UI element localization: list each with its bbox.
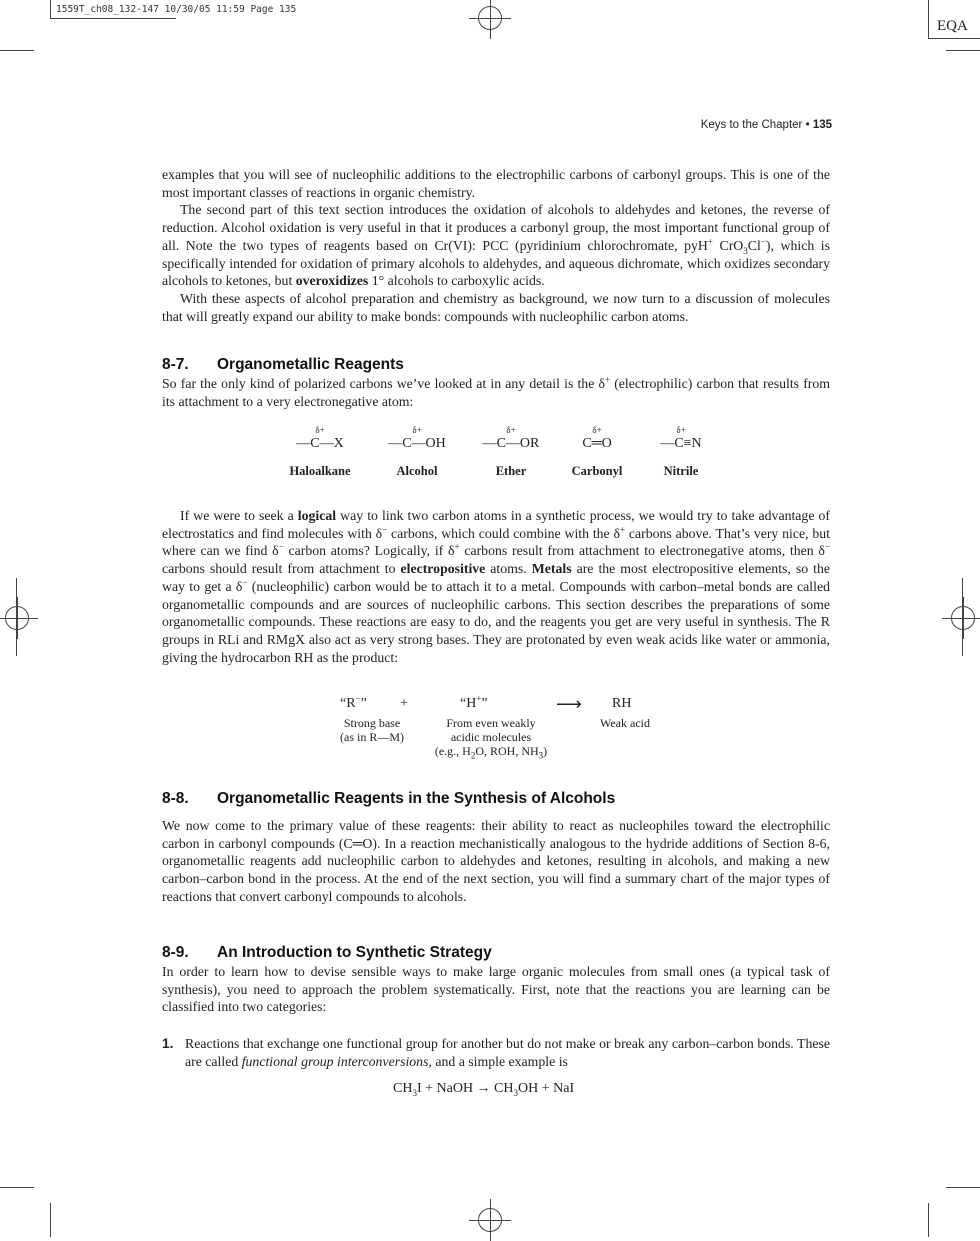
running-head-label: Keys to the Chapter xyxy=(700,119,803,131)
registration-mark-top xyxy=(478,6,502,30)
structure-ether: δ+ —C—OR Ether xyxy=(466,425,556,479)
crop-mark xyxy=(946,1187,980,1188)
crop-mark xyxy=(50,1203,51,1237)
crop-mark xyxy=(946,50,980,51)
list-item-text: Reactions that exchange one functional group for another but do not make or break any carbon–carbon bonds. These are called functional group interconversions, and a simple example is xyxy=(185,1036,830,1069)
crop-mark xyxy=(0,1187,34,1188)
registration-mark-right xyxy=(951,606,975,630)
sec88-body xyxy=(162,817,830,906)
crop-mark xyxy=(962,578,963,656)
r-minus: “R−” xyxy=(340,693,367,711)
label-ether: Ether xyxy=(495,464,527,478)
crop-mark xyxy=(16,578,17,656)
intro-text xyxy=(162,166,830,325)
section-heading-8-7: 8-7. Organometallic Reagents xyxy=(162,356,404,373)
product-rh: RH xyxy=(612,696,632,711)
sec87-body xyxy=(162,507,830,666)
paragraph: In order to learn how to devise sensible ways to make large organic molecules from small ones (a typical task of synthesis), you need to approach the problem systematically. First, note that the reactions you are learning can be classified into two categories: xyxy=(162,964,830,1015)
corner-mark xyxy=(928,0,980,39)
label-haloalkane: Haloalkane xyxy=(289,464,351,478)
structure-alcohol: δ+ —C—OH Alcohol xyxy=(372,425,462,479)
reaction-arrow: ⟶ xyxy=(556,694,582,714)
sec89-body xyxy=(162,963,830,1016)
sec87-intro: So far the only kind of polarized carbons we’ve looked at in any detail is the δ+ (electrophilic) carbon that results from its attachment to a very electronegative atom: xyxy=(162,374,831,409)
structure-nitrile: δ+ —C≡N Nitrile xyxy=(646,425,716,479)
label-alcohol: Alcohol xyxy=(396,464,438,478)
slug-frame xyxy=(50,0,51,18)
crop-mark xyxy=(928,1203,929,1237)
paragraph: We now come to the primary value of these reagents: their ability to react as nucleophiles toward the electrophilic carbon in carbonyl compounds (C═O). In a reaction mechanistically analogous to the hydride additions of Section 8-6, organometallic reagents add nucleophilic carbon to aldehydes and ketones, resulting in alcohols, and making a new carbon–carbon bond in the process. At the end of the next section, you will find a summary chart of the major types of reactions that convert carbonyl compounds to alcohols. xyxy=(162,818,831,904)
registration-mark-left xyxy=(5,606,29,630)
polarized-carbon-structures xyxy=(280,425,720,490)
page-number: 135 xyxy=(812,119,832,131)
caption-strong-base: Strong base (as in R—M) xyxy=(340,716,404,744)
list-item-1 xyxy=(162,1035,830,1070)
slug-underline xyxy=(50,18,176,19)
methanol-equation: $CH_3I$ + NaOH → $CH_3OH$ + NaI xyxy=(393,1081,575,1098)
section-heading-8-9: 8-9. An Introduction to Synthetic Strategy xyxy=(162,944,492,961)
paragraph: examples that you will see of nucleophilic additions to the electrophilic carbons of carbonyl groups. This is one of the most important classes of reactions in organic chemistry. xyxy=(162,167,830,200)
structure-haloalkane: δ+ —C—X Haloalkane xyxy=(280,425,360,479)
label-nitrile: Nitrile xyxy=(663,464,699,478)
label-carbonyl: Carbonyl xyxy=(571,464,623,478)
list-number: 1. xyxy=(162,1036,174,1051)
caption-weak-acids: From even weakly acidic molecules (e.g., $H_2O$, ROH, $NH_3$) xyxy=(434,716,548,761)
corner-mark-text: EQA xyxy=(937,18,968,34)
running-head-bullet: • xyxy=(805,119,810,131)
running-head xyxy=(701,119,832,131)
crop-mark xyxy=(0,50,34,51)
protonation-equation xyxy=(330,693,670,761)
caption-weak-acid: Weak acid xyxy=(599,716,650,730)
paragraph: If we were to seek a logical way to link two carbon atoms in a synthetic process, we would try to take advantage of electrostatics and find molecules with δ− carbons, which could combine with the δ+ carbons above. That’s very nice, but where can we find δ− carbon atoms? Logically, if δ+ carbons result from attachment to electronegative atoms, then δ− carbons should result from attachment to electropositive atoms. Metals are the most electropositive elements, so the way to get a δ− (nucleophilic) carbon would be to attach it to a metal. Compounds with carbon–metal bonds are called organometallic compounds and are sources of nucleophilic carbons. This section describes the preparations of some organometallic compounds. These reactions are easy to do, and the reagents you get are very useful in synthesis. The R groups in RLi and RMgX also act as very strong bases. They are protonated by even weak acids like water or ammonia, giving the hydrocarbon RH as the product: xyxy=(162,508,831,665)
paragraph: With these aspects of alcohol preparation and chemistry as background, we now turn to a discussion of molecules that will greatly expand our ability to make bonds: compounds with nucleophilic carbon atoms. xyxy=(162,290,830,324)
plus-sign: + xyxy=(400,696,408,711)
registration-mark-bottom xyxy=(478,1208,502,1232)
section-heading-8-8: 8-8. Organometallic Reagents in the Synthesis of Alcohols xyxy=(162,790,616,807)
h-plus: “H+” xyxy=(460,693,488,711)
structure-carbonyl: δ+ C═O Carbonyl xyxy=(562,425,632,479)
carbonyl-formula: C═O xyxy=(343,835,373,851)
paragraph: The second part of this text section introduces the oxidation of alcohols to aldehydes and ketones, the reverse of reduction. Alcohol oxidation is very useful in that it produces a carbonyl group, the most important functional group of all. Note the two types of reagents based on Cr(VI): PCC (pyridinium chlorochromate, pyH+ CrO$_3$Cl−), which is specifically intended for oxidation of primary alcohols to aldehydes, and aqueous dichromate, which oxidizes secondary alcohols to ketones, but overoxidizes 1° alcohols to carboxylic acids. xyxy=(162,202,830,289)
print-slug: 1559T_ch08_132-147 10/30/05 11:59 Page 135 xyxy=(56,4,297,15)
